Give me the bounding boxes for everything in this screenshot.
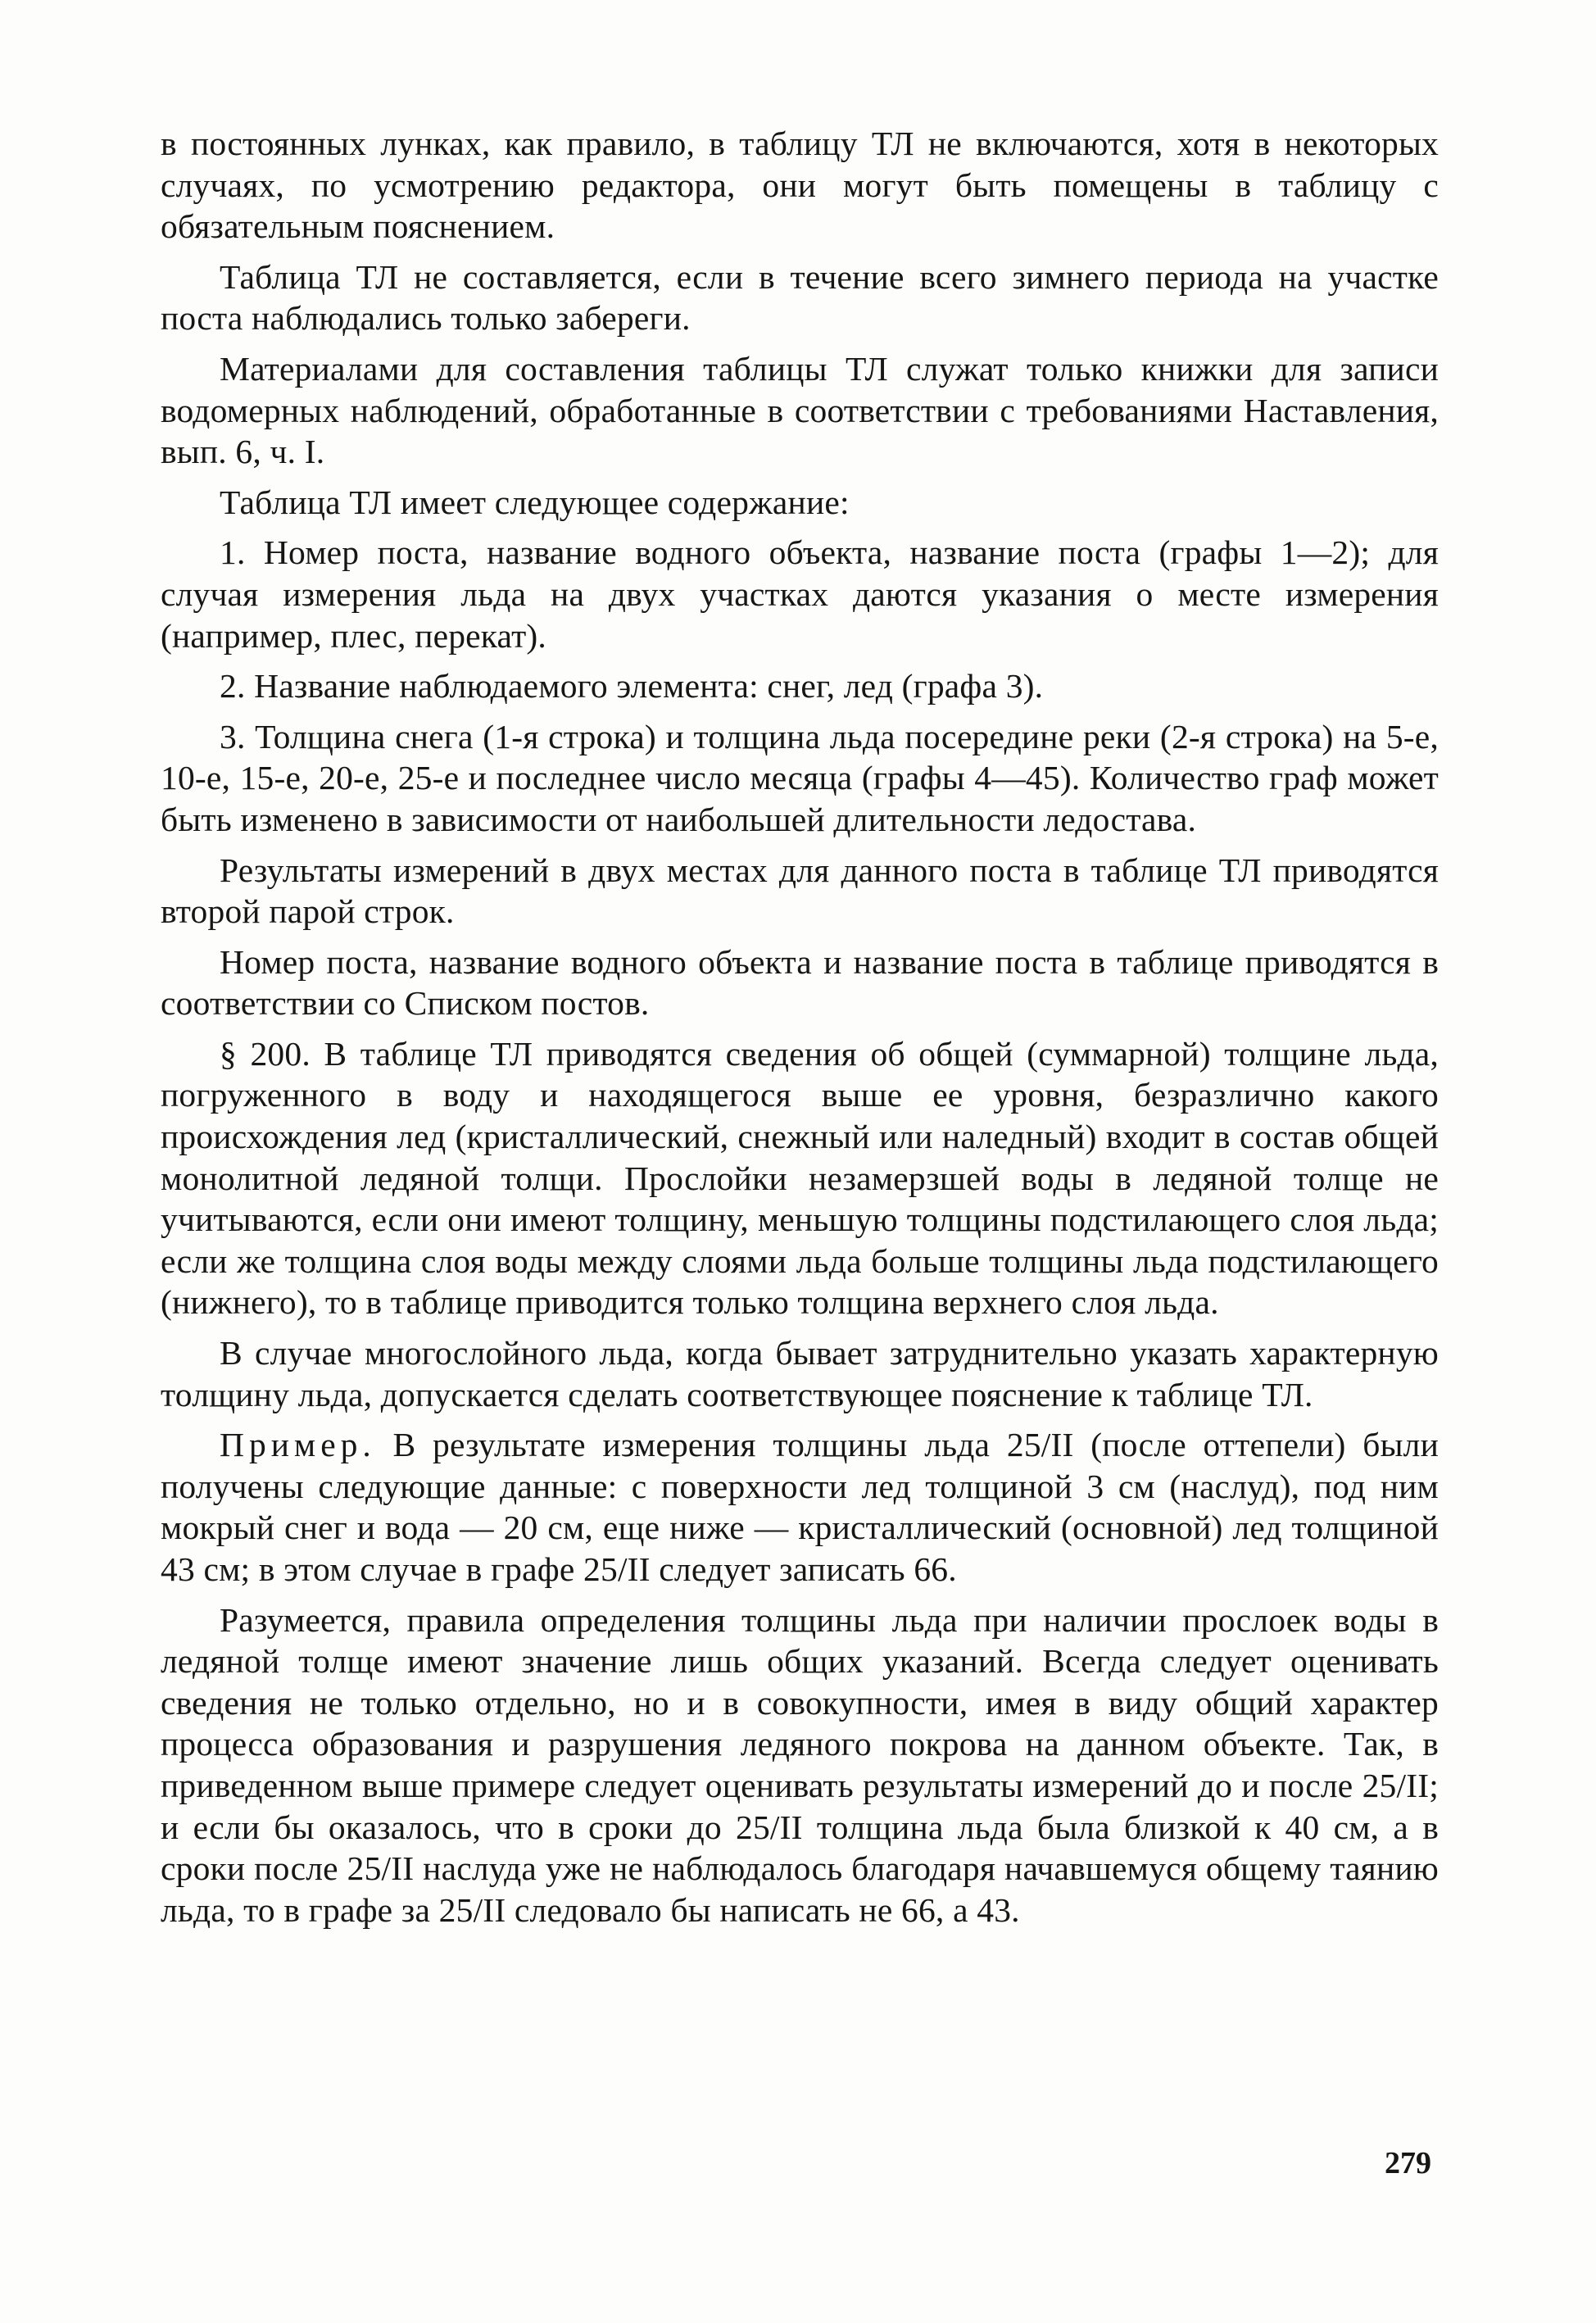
paragraph-4: Таблица ТЛ имеет следующее содержание: <box>220 483 850 521</box>
paragraph-11: В случае многослойного льда, когда бывает затруднительно указать характерную толщину льда, допускается сделать соответствующее пояснение к таблице ТЛ. <box>161 1334 1439 1413</box>
example-label: Пример. <box>220 1426 376 1464</box>
paragraph-6: 2. Название наблюдаемого элемента: снег, лед (графа 3). <box>220 667 1044 706</box>
paragraph-9: Номер поста, название водного объекта и название поста в таблице приводятся в соответствии со Списком постов. <box>161 942 1439 1023</box>
closing-paragraph: Разумеется, правила определения толщины льда при наличии прослоек воды в ледяной толще имеют значение лишь общих указаний. Всегда следует оценивать сведения не только отдельно, но и в совокупности, имея в виду общий характер процесса образования и разрушения ледяного покрова на данном объекте. Так, в приведенном выше примере следует оценивать результаты измерений до и после 25/II; и если бы оказалось, что в сроки до 25/II толщина льда была близкой к 40 см, а в сроки после 25/II наслуда уже не наблюдалось благодаря начавшемуся общему таянию льда, то в графе за 25/II следовало бы написать не 66, а 43. <box>161 1600 1439 1929</box>
body-text <box>161 123 1439 1940</box>
paragraph-8: Результаты измерений в двух местах для данного поста в таблице ТЛ приводятся второй парой строк. <box>161 851 1439 931</box>
paragraph-3: Материалами для составления таблицы ТЛ служат только книжки для записи водомерных наблюдений, обработанные в соответствии с требованиями Наставления, вып. 6, ч. I. <box>161 349 1439 471</box>
paragraph-1: в постоянных лунках, как правило, в таблицу ТЛ не включаются, хотя в некоторых случаях, по усмотрению редактора, они могут быть помещены в таблицу с обязательным пояснением. <box>161 125 1439 246</box>
paragraph-5: 1. Номер поста, название водного объекта, название поста (графы 1—2); для случая измерения льда на двух участках даются указания о месте измерения (например, плес, перекат). <box>161 533 1439 655</box>
page-number: 279 <box>1385 2146 1431 2180</box>
paragraph-2: Таблица ТЛ не составляется, если в течение всего зимнего периода на участке поста наблюдались только забереги. <box>161 257 1439 338</box>
example-paragraph <box>161 1424 1439 1590</box>
example-text: В результате измерения толщины льда 25/II (после оттепели) были получены следующие данные: с поверхности лед толщиной 3 см (наслуд), под ним мокрый снег и вода — 20 см, еще ниже — кристаллический (основной) лед толщиной 43 см; в этом случае в графе 25/II следует записать 66. <box>161 1426 1439 1588</box>
paragraph-7: 3. Толщина снега (1-я строка) и толщина льда посередине реки (2-я строка) на 5-е, 10-е, 15-е, 20-е, 25-е и последнее число месяца (графы 4—45). Количество граф может быть изменено в зависимости от наибольшей длительности ледостава. <box>161 717 1439 838</box>
paragraph-10: § 200. В таблице ТЛ приводятся сведения об общей (суммарной) толщине льда, погруженного в воду и находящегося выше ее уровня, безразлично какого происхождения лед (кристаллический, снежный или наледный) входит в состав общей монолитной ледяной толщи. Прослойки незамерзшей воды в ледяной толще не учитываются, если они имеют толщину, меньшую толщины подстилающего слоя льда; если же толщина слоя воды между слоями льда больше толщины льда подстилающего (нижнего), то в таблице приводится только толщина верхнего слоя льда. <box>161 1034 1439 1322</box>
